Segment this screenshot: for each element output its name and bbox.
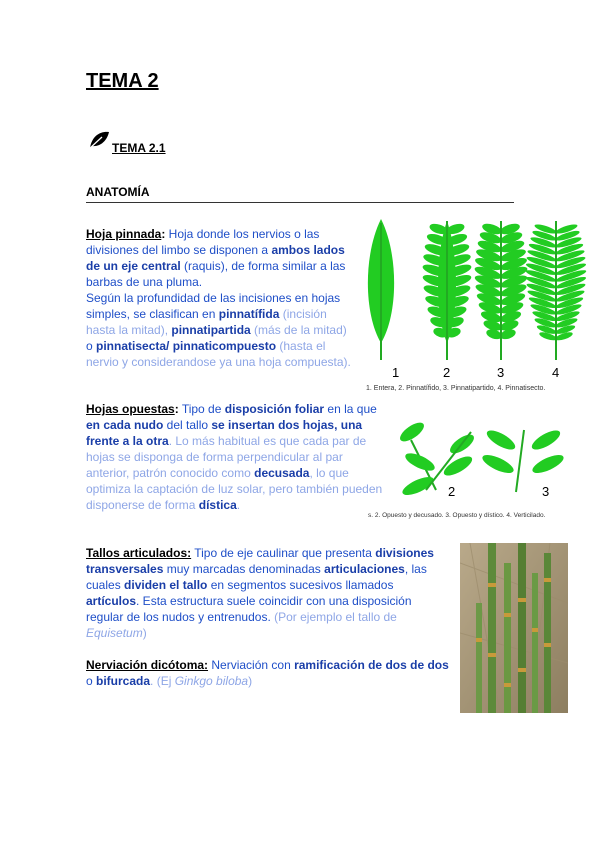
text: Tipo de	[178, 402, 225, 416]
text: Hoja donde los nervios o las divisiones del limbo se disponen a	[86, 227, 320, 257]
leaf-arrangement-figure	[366, 412, 580, 522]
light-text: )	[142, 626, 147, 640]
bold-text: se insertan dos hojas, una frente a la otra	[86, 418, 363, 448]
section-heading: ANATOMÍA	[86, 185, 150, 199]
leaf-entire	[368, 219, 394, 360]
light-text: (más de la mitad)	[250, 323, 347, 337]
bold-text: bifurcada	[96, 674, 151, 688]
figure-number: 3	[542, 484, 550, 499]
bold-text: artículos	[86, 594, 137, 608]
light-text: )	[248, 674, 253, 688]
bold-text: dística	[198, 498, 237, 512]
figure-number: 2	[443, 365, 451, 380]
bold-text: dividen el tallo	[124, 578, 208, 592]
term-hojas-opuestas: Hojas opuestas	[86, 402, 175, 416]
bold-text: pinnatipartida	[171, 323, 251, 337]
light-text: (Por ejemplo el tallo de	[274, 610, 397, 624]
light-text: , lo que optimiza la captación de luz solar, pero también pueden disponerse de forma	[86, 466, 383, 512]
text: muy marcadas denominadas	[163, 562, 325, 576]
bold-text: divisiones transversales	[86, 546, 434, 576]
bold-text: ambos lados de un eje central	[86, 243, 345, 273]
text: en la que	[324, 402, 377, 416]
text: Según la profundidad de las incisiones en hojas simples, se clasifican en	[86, 291, 341, 321]
text: , las cuales	[86, 562, 427, 592]
leaf-pinnatipartite	[473, 221, 528, 360]
bold-text: pinnatífida	[218, 307, 280, 321]
bold-text: decusada	[254, 466, 310, 480]
leaf-icon	[88, 130, 110, 150]
term-nerviacion-dicotoma: Nerviación dicótoma:	[86, 658, 209, 672]
opposite-leaves-paragraph: Hojas opuestas: Tipo de disposición foliar en la que en cada nudo del tallo se insertan dos hojas, una frente a la otra. Lo más habitual es que cada par de hojas se disponga de forma perpendicular al par anterior, patrón conocido como decusada, lo que optimiza la captación de luz solar, pero también pueden disponerse de forma dística.	[86, 402, 383, 512]
bold-text: pinnatisecta/ pinnaticompuesto	[96, 339, 277, 353]
pinnate-leaf-paragraph: Hoja pinnada: Hoja donde los nervios o las divisiones del limbo se disponen a ambos lados de un eje central (raquis), de forma similar a las barbas de una pluma. Según la profundidad de las incisiones en hojas simples, se clasifican en pinnatífida (incisión hasta la mitad), pinnatipartida (más de la mitad) o pinnatisecta/ pinnaticompuesto (hasta el nervio y considerandose ya una hoja compuesta).	[86, 227, 351, 369]
bold-text: articulaciones	[324, 562, 405, 576]
bold-text: disposición foliar	[224, 402, 325, 416]
text: o	[86, 339, 97, 353]
page-title: TEMA 2	[86, 70, 159, 92]
figure-number: 1	[392, 365, 400, 380]
text: Nerviación con	[208, 658, 295, 672]
dichotomous-venation-paragraph	[86, 657, 456, 689]
figure-caption: s. 2. Opuesto y decusado. 3. Opuesto y dístico. 4. Verticilado.	[368, 512, 546, 519]
figure-number: 3	[497, 365, 505, 380]
bold-text: ramificación de dos de dos	[294, 658, 449, 672]
bold-text: en cada nudo	[86, 418, 164, 432]
equisetum-photo	[460, 543, 568, 713]
distichous-arrangement	[480, 427, 566, 492]
italic-text: Equisetum	[86, 626, 143, 640]
text: Tipo de eje caulinar que presenta	[191, 546, 376, 560]
light-text: . Lo más habitual es que cada par de hojas se disponga de forma perpendicular al par anterior, patrón conocido como	[86, 434, 367, 480]
subtitle: TEMA 2.1	[112, 141, 166, 155]
light-text: (hasta el nervio y considerandose ya una hoja compuesta).	[86, 339, 351, 369]
light-text: . (Ej	[150, 674, 175, 688]
figure-caption: 1. Entera, 2. Pinnatífido, 3. Pinnatipartido, 4. Pinnatisecto.	[366, 385, 546, 392]
leaf-pinnatisect	[525, 221, 587, 360]
text: . Esta estructura suele coincidir con una disposición regular de los nudos y entrenudos.	[86, 594, 412, 624]
term-tallos-articulados: Tallos articulados:	[86, 546, 192, 560]
leaf-types-figure	[360, 215, 588, 393]
leaf-pinnatifid	[421, 221, 472, 360]
text: o	[86, 674, 97, 688]
light-text: (incisión hasta la mitad),	[86, 307, 327, 337]
term-hoja-pinnada: Hoja pinnada	[86, 227, 162, 241]
decussate-arrangement	[397, 419, 477, 499]
text: del tallo	[163, 418, 212, 432]
text: (raquis), de forma similar a las barbas de una pluma.	[86, 259, 346, 289]
articulated-stems-paragraph	[86, 545, 446, 641]
section-divider	[86, 202, 514, 203]
italic-text: Ginkgo biloba	[174, 674, 249, 688]
text: en segmentos sucesivos llamados	[207, 578, 394, 592]
figure-number: 4	[552, 365, 560, 380]
light-text: .	[236, 498, 241, 512]
figure-number: 2	[448, 484, 456, 499]
